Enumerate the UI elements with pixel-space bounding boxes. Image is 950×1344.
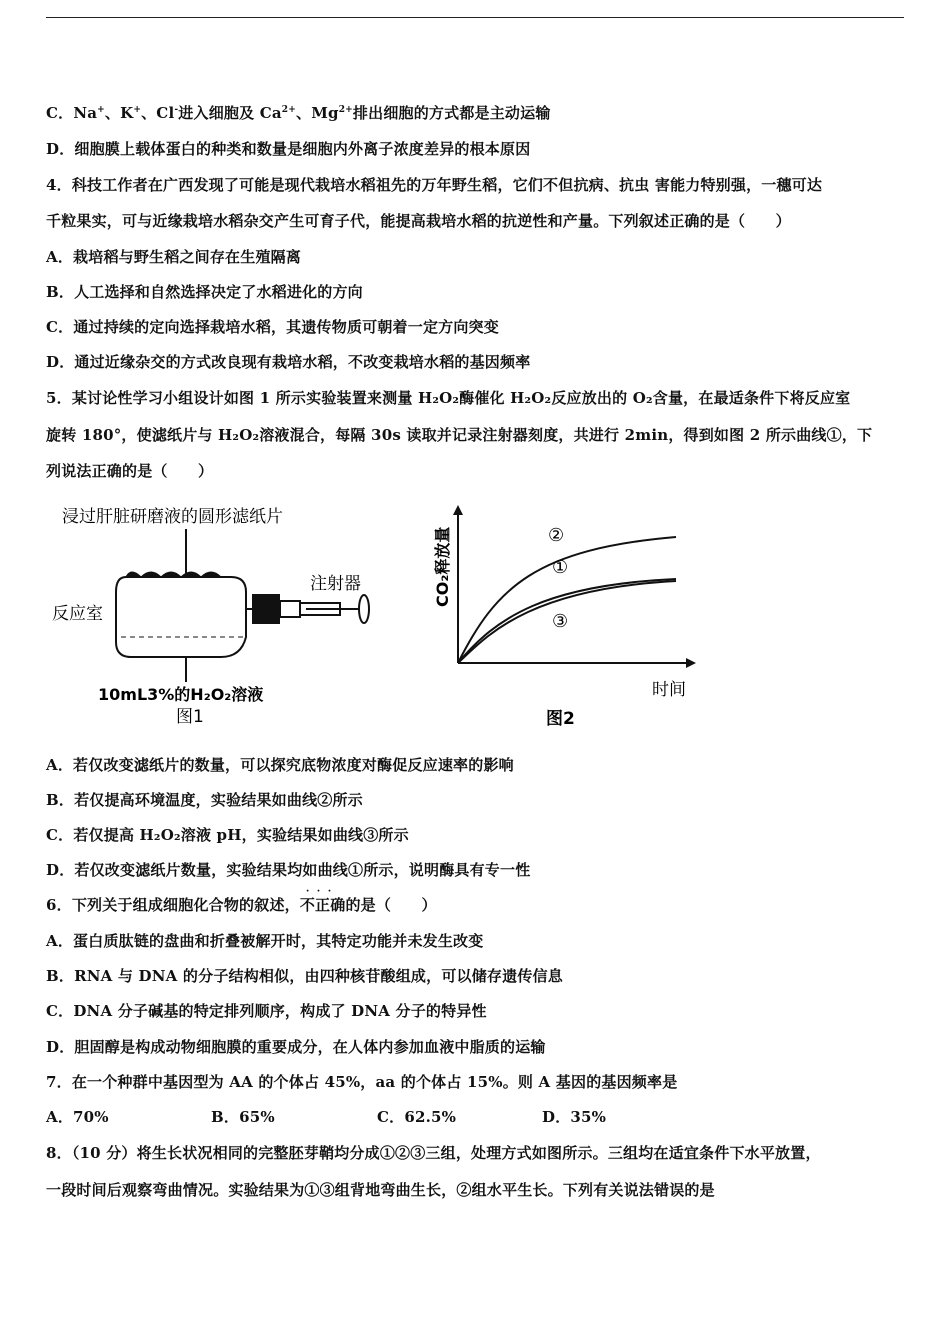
x-axis-arrow [686, 658, 696, 668]
top-rule [46, 17, 904, 18]
question-6-emphasis: · · · 不正确 [300, 896, 346, 914]
curve-label-1: ① [552, 557, 569, 578]
question-5-option-a: A．若仅改变滤纸片的数量，可以探究底物浓度对酶促反应速率的影响 [46, 756, 514, 774]
question-7-option-d: D．35% [542, 1108, 607, 1126]
question-7-option-a: A．70% [46, 1108, 109, 1126]
figure-1-apparatus [52, 507, 369, 727]
question-6-option-d: D．胆固醇是构成动物细胞膜的重要成分，在人体内参加血液中脂质的运输 [46, 1038, 546, 1056]
question-8-line-1: 8．（10 分）将生长状况相同的完整胚芽鞘均分成①②③三组，处理方式如图所示。三组均在适宜条件下水平放置， [46, 1144, 821, 1162]
question-7-options [46, 1106, 904, 1126]
plunger-handle [359, 595, 369, 623]
question-6-suffix: 的是（ ） [345, 896, 437, 914]
chamber-label: 反应室 [52, 604, 103, 624]
figure-1-caption: 图1 [176, 707, 204, 727]
question-4-option-c: C．通过持续的定向选择栽培水稻，其遗传物质可朝着一定方向突变 [46, 318, 499, 336]
question-6-option-a: A．蛋白质肽链的盘曲和折叠被解开时，其特定功能并未发生改变 [46, 932, 484, 950]
figure-2-caption: 图2 [546, 709, 575, 729]
filter-paper-label: 浸过肝脏研磨液的圆形滤纸片 [62, 507, 283, 527]
experiment-figures [46, 497, 726, 742]
question-4-line-2: 千粒果实，可与近缘栽培水稻杂交产生可育子代，能提高栽培水稻的抗逆性和产量。下列叙述正确的是（ ） [46, 212, 791, 230]
question-7-option-b: B．65% [211, 1108, 275, 1126]
question-8-line-2: 一段时间后观察弯曲情况。实验结果为①③组背地弯曲生长，②组水平生长。下列有关说法错误的是 [46, 1181, 715, 1199]
stopper [252, 594, 280, 624]
question-5-line-1: 5．某讨论性学习小组设计如图 1 所示实验装置来测量 H₂O₂酶催化 H₂O₂反应放出的 O₂含量，在最适条件下将反应室 [46, 389, 851, 407]
syringe-label: 注射器 [310, 574, 361, 594]
x-axis-label: 时间 [652, 680, 686, 700]
question-4-line-1: 4．科技工作者在广西发现了可能是现代栽培水稻祖先的万年野生稻，它们不但抗病、抗虫 害能力特别强，一穗可达 [46, 176, 823, 194]
question-5-option-b: B．若仅提高环境温度，实验结果如曲线②所示 [46, 791, 363, 809]
option-c-ions: C．Na+、K+、Cl-进入细胞及 $Ca^{2+}$、$Mg^{2+}$排出细胞的方式都是主动运输 [46, 104, 551, 122]
curve-label-3: ③ [552, 611, 569, 632]
y-axis-arrow [453, 505, 463, 515]
filter-paper-discs [126, 572, 221, 577]
question-4-option-b: B．人工选择和自然选择决定了水稻进化的方向 [46, 283, 363, 301]
curve-2 [458, 537, 676, 663]
question-7-option-c: C．62.5% [377, 1108, 457, 1126]
question-6-option-b: B．RNA 与 DNA 的分子结构相似，由四种核苷酸组成，可以储存遗传信息 [46, 967, 563, 985]
question-5-line-2: 旋转 180°，使滤纸片与 H₂O₂溶液混合，每隔 30s 读取并记录注射器刻度，共进行 2min，得到如图 2 所示曲线①，下 [46, 426, 873, 444]
question-4-option-a: A．栽培稻与野生稻之间存在生殖隔离 [46, 248, 302, 266]
syringe-tip [280, 601, 300, 617]
question-7-stem: 7．在一个种群中基因型为 AA 的个体占 45%，aa 的个体占 15%。则 A 基因的基因频率是 [46, 1073, 678, 1091]
figure-svg [46, 497, 726, 742]
option-d-carrier: D．细胞膜上载体蛋白的种类和数量是细胞内外离子浓度差异的根本原因 [46, 140, 531, 158]
question-5-option-c: C．若仅提高 H₂O₂溶液 pH，实验结果如曲线③所示 [46, 826, 409, 844]
figure-2-graph [433, 505, 696, 729]
y-axis-label: CO₂释放量 [433, 526, 452, 607]
reaction-chamber [116, 577, 246, 657]
question-6-stem [46, 894, 437, 915]
question-6-prefix: 6．下列关于组成细胞化合物的叙述， [46, 896, 300, 914]
question-5-option-d: D．若仅改变滤纸片数量，实验结果均如曲线①所示，说明酶具有专一性 [46, 861, 531, 879]
solution-label: 10mL3%的H₂O₂溶液 [98, 685, 264, 704]
question-4-option-d: D．通过近缘杂交的方式改良现有栽培水稻，不改变栽培水稻的基因频率 [46, 353, 531, 371]
question-6-option-c: C．DNA 分子碱基的特定排列顺序，构成了 DNA 分子的特异性 [46, 1002, 487, 1020]
curve-label-2: ② [548, 525, 565, 546]
question-5-line-3: 列说法正确的是（ ） [46, 462, 214, 480]
